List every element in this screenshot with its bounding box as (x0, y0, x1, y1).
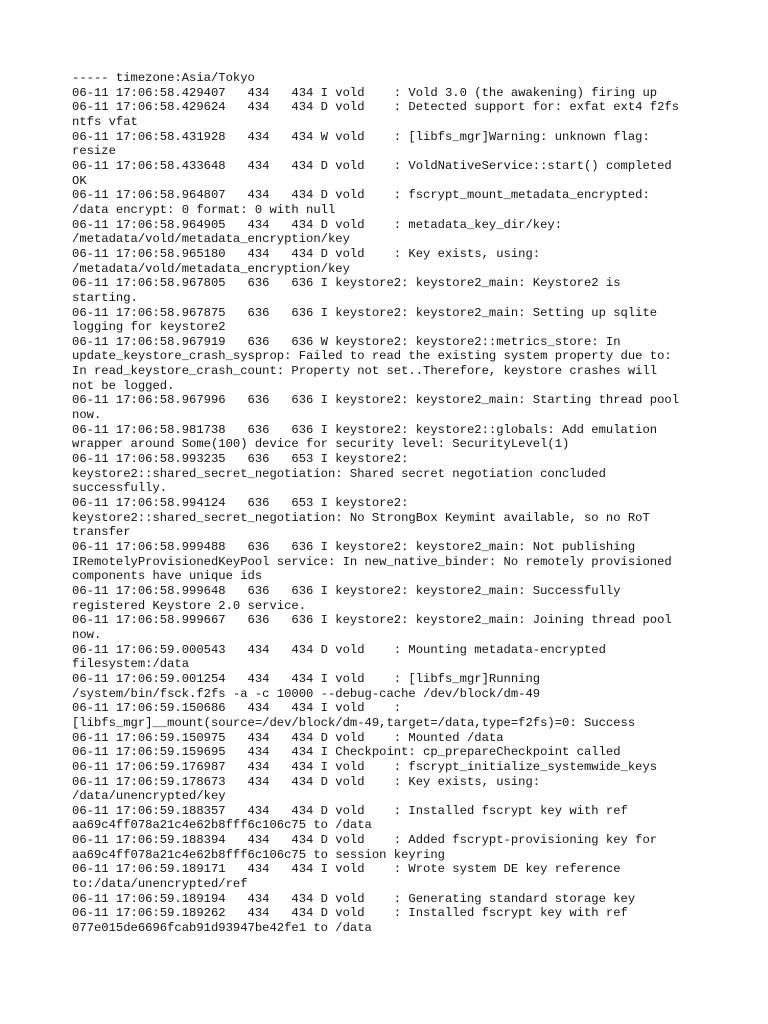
log-line: ntfs vfat (72, 114, 138, 129)
log-line: 06-11 17:06:58.967875 636 636 I keystore2: keystore2_main: Setting up sqlite (72, 305, 658, 320)
log-output (72, 71, 712, 936)
log-line: 06-11 17:06:58.999488 636 636 I keystore2: keystore2_main: Not publishing (72, 540, 636, 554)
log-line: keystore2::shared_secret_negotiation: Shared secret negotiation concluded (72, 466, 606, 481)
log-line: IRemotelyProvisionedKeyPool service: In new_native_binder: No remotely provisioned (72, 554, 672, 569)
log-line: aa69c4ff078a21c4e62b8fff6c106c75 to session keyring (72, 847, 445, 862)
log-line: ----- timezone:Asia/Tokyo (72, 71, 255, 85)
log-line: 06-11 17:06:59.000543 434 434 D vold : Mounting metadata-encrypted (72, 642, 606, 657)
log-line: transfer (72, 525, 131, 540)
log-line: /metadata/vold/metadata_encryption/key (72, 232, 350, 247)
log-line: 06-11 17:06:58.429624 434 434 D vold : Detected support for: exfat ext4 f2fs (72, 100, 680, 115)
log-line: In read_keystore_crash_count: Property not set..Therefore, keystore crashes will (72, 364, 658, 379)
log-line: to:/data/unencrypted/ref (72, 877, 248, 892)
log-line: 06-11 17:06:59.189262 434 434 D vold : Installed fscrypt key with ref (72, 906, 628, 921)
log-line: not be logged. (72, 378, 175, 393)
log-line: keystore2::shared_secret_negotiation: No StrongBox Keymint available, so no RoT (72, 510, 650, 525)
log-line: 06-11 17:06:59.176987 434 434 I vold : fscrypt_initialize_systemwide_keys (72, 759, 658, 774)
log-line: 06-11 17:06:58.993235 636 653 I keystore2: (72, 452, 409, 467)
log-line: 077e015de6696fcab91d93947be42fe1 to /data (72, 921, 372, 936)
log-line: /metadata/vold/metadata_encryption/key (72, 261, 350, 276)
log-line: 06-11 17:06:58.429407 434 434 I vold : Vold 3.0 (the awakening) firing up (72, 85, 658, 100)
log-line: successfully. (72, 481, 168, 496)
log-line: filesystem:/data (72, 657, 190, 672)
log-line: resize (72, 144, 116, 159)
log-line: aa69c4ff078a21c4e62b8fff6c106c75 to /data (72, 818, 372, 833)
log-line: 06-11 17:06:58.965180 434 434 D vold : Key exists, using: (72, 246, 541, 261)
log-line: 06-11 17:06:58.433648 434 434 D vold : VoldNativeService::start() completed (72, 158, 672, 173)
log-line: 06-11 17:06:58.967805 636 636 I keystore2: keystore2_main: Keystore2 is (72, 276, 621, 291)
log-line: now. (72, 627, 102, 642)
log-line: 06-11 17:06:59.001254 434 434 I vold : [libfs_mgr]Running (72, 671, 541, 686)
log-line: logging for keystore2 (72, 320, 226, 335)
log-line: OK (72, 173, 87, 188)
log-line: update_keystore_crash_sysprop: Failed to read the existing system property due to: (72, 349, 672, 364)
log-line: /data/unencrypted/key (72, 789, 226, 804)
log-line: 06-11 17:06:58.967919 636 636 W keystore2: keystore2::metrics_store: In (72, 334, 621, 349)
log-line: starting. (72, 290, 138, 305)
log-line: registered Keystore 2.0 service. (72, 598, 307, 613)
log-line: 06-11 17:06:58.994124 636 653 I keystore2: (72, 496, 409, 511)
log-line: 06-11 17:06:59.188394 434 434 D vold : Added fscrypt-provisioning key for (72, 833, 658, 848)
log-line: 06-11 17:06:58.981738 636 636 I keystore2: keystore2::globals: Add emulation (72, 422, 658, 437)
log-line: /data encrypt: 0 format: 0 with null (72, 202, 336, 217)
log-line: 06-11 17:06:58.999667 636 636 I keystore2: keystore2_main: Joining thread pool (72, 613, 672, 628)
log-line: 06-11 17:06:58.431928 434 434 W vold : [libfs_mgr]Warning: unknown flag: (72, 129, 650, 144)
log-line: 06-11 17:06:59.150686 434 434 I vold : (72, 701, 402, 716)
log-line: 06-11 17:06:58.964807 434 434 D vold : fscrypt_mount_metadata_encrypted: (72, 188, 650, 203)
log-line: 06-11 17:06:58.999648 636 636 I keystore2: keystore2_main: Successfully (72, 583, 621, 598)
log-line: 06-11 17:06:59.189194 434 434 D vold : Generating standard storage key (72, 891, 636, 906)
log-line: 06-11 17:06:59.150975 434 434 D vold : Mounted /data (72, 730, 504, 745)
log-line: wrapper around Some(100) device for security level: SecurityLevel(1) (72, 437, 570, 452)
log-line: 06-11 17:06:58.967996 636 636 I keystore2: keystore2_main: Starting thread pool (72, 393, 680, 408)
log-line: components have unique ids (72, 569, 263, 584)
log-line: now. (72, 408, 102, 423)
log-line: [libfs_mgr]__mount(source=/dev/block/dm-49,target=/data,type=f2fs)=0: Success (72, 715, 636, 730)
log-line: /system/bin/fsck.f2fs -a -c 10000 --debug-cache /dev/block/dm-49 (72, 686, 541, 701)
log-line: 06-11 17:06:59.189171 434 434 I vold : Wrote system DE key reference (72, 862, 621, 877)
log-line: 06-11 17:06:59.178673 434 434 D vold : Key exists, using: (72, 774, 541, 789)
log-line: 06-11 17:06:59.159695 434 434 I Checkpoint: cp_prepareCheckpoint called (72, 745, 621, 760)
log-line: 06-11 17:06:59.188357 434 434 D vold : Installed fscrypt key with ref (72, 803, 628, 818)
log-line: 06-11 17:06:58.964905 434 434 D vold : metadata_key_dir/key: (72, 217, 563, 232)
